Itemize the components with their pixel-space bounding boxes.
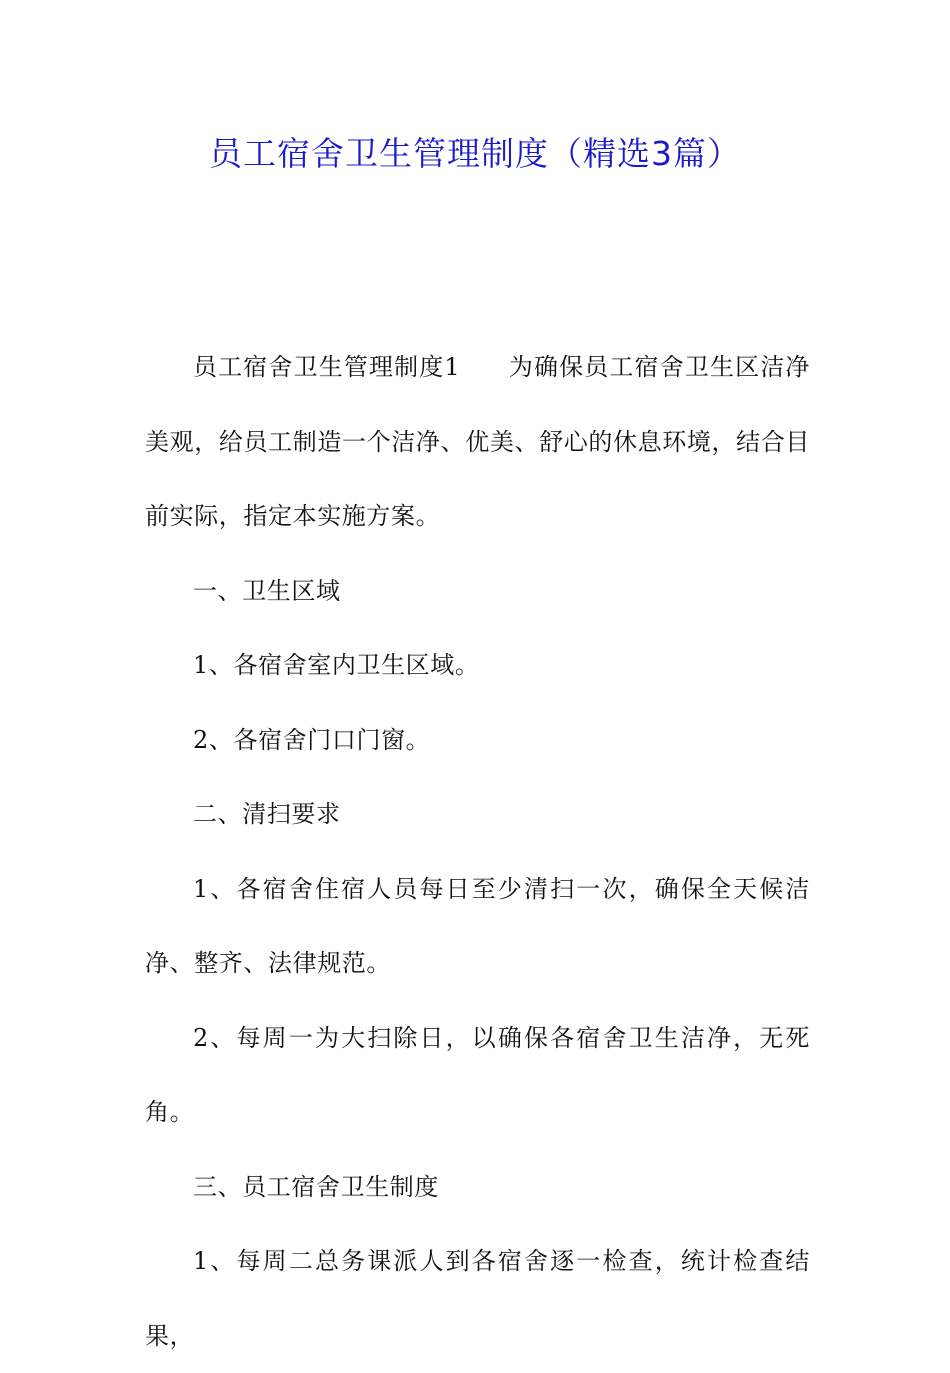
section-heading-3: 三、员工宿舍卫生制度: [193, 1172, 439, 1201]
list-item: 1、各宿舍室内卫生区域。: [193, 651, 480, 679]
document-title: 员工宿舍卫生管理制度（精选3篇）: [209, 134, 741, 173]
intro-paragraph: [145, 330, 810, 554]
list-item: 2、每周一为大扫除日，以确保各宿舍卫生洁净，无死角。: [145, 1023, 810, 1126]
document-body: [145, 330, 810, 1373]
section-heading-2: 二、清扫要求: [193, 800, 341, 828]
list-item: 2、各宿舍门口门窗。: [193, 725, 431, 754]
intro-text: 为确保员工宿舍卫生区洁净美观，给员工制造一个洁净、优美、舒心的休息环境，结合目前实际，指定本实施方案。: [145, 353, 810, 530]
list-item: 1、每周二总务课派人到各宿舍逐一检查，统计检查结果，: [145, 1247, 810, 1350]
intro-heading: 员工宿舍卫生管理制度1: [193, 353, 461, 381]
section-heading-1: 一、卫生区域: [193, 576, 341, 605]
list-item: 1、各宿舍住宿人员每日至少清扫一次，确保全天候洁净、整齐、法律规范。: [145, 874, 810, 977]
